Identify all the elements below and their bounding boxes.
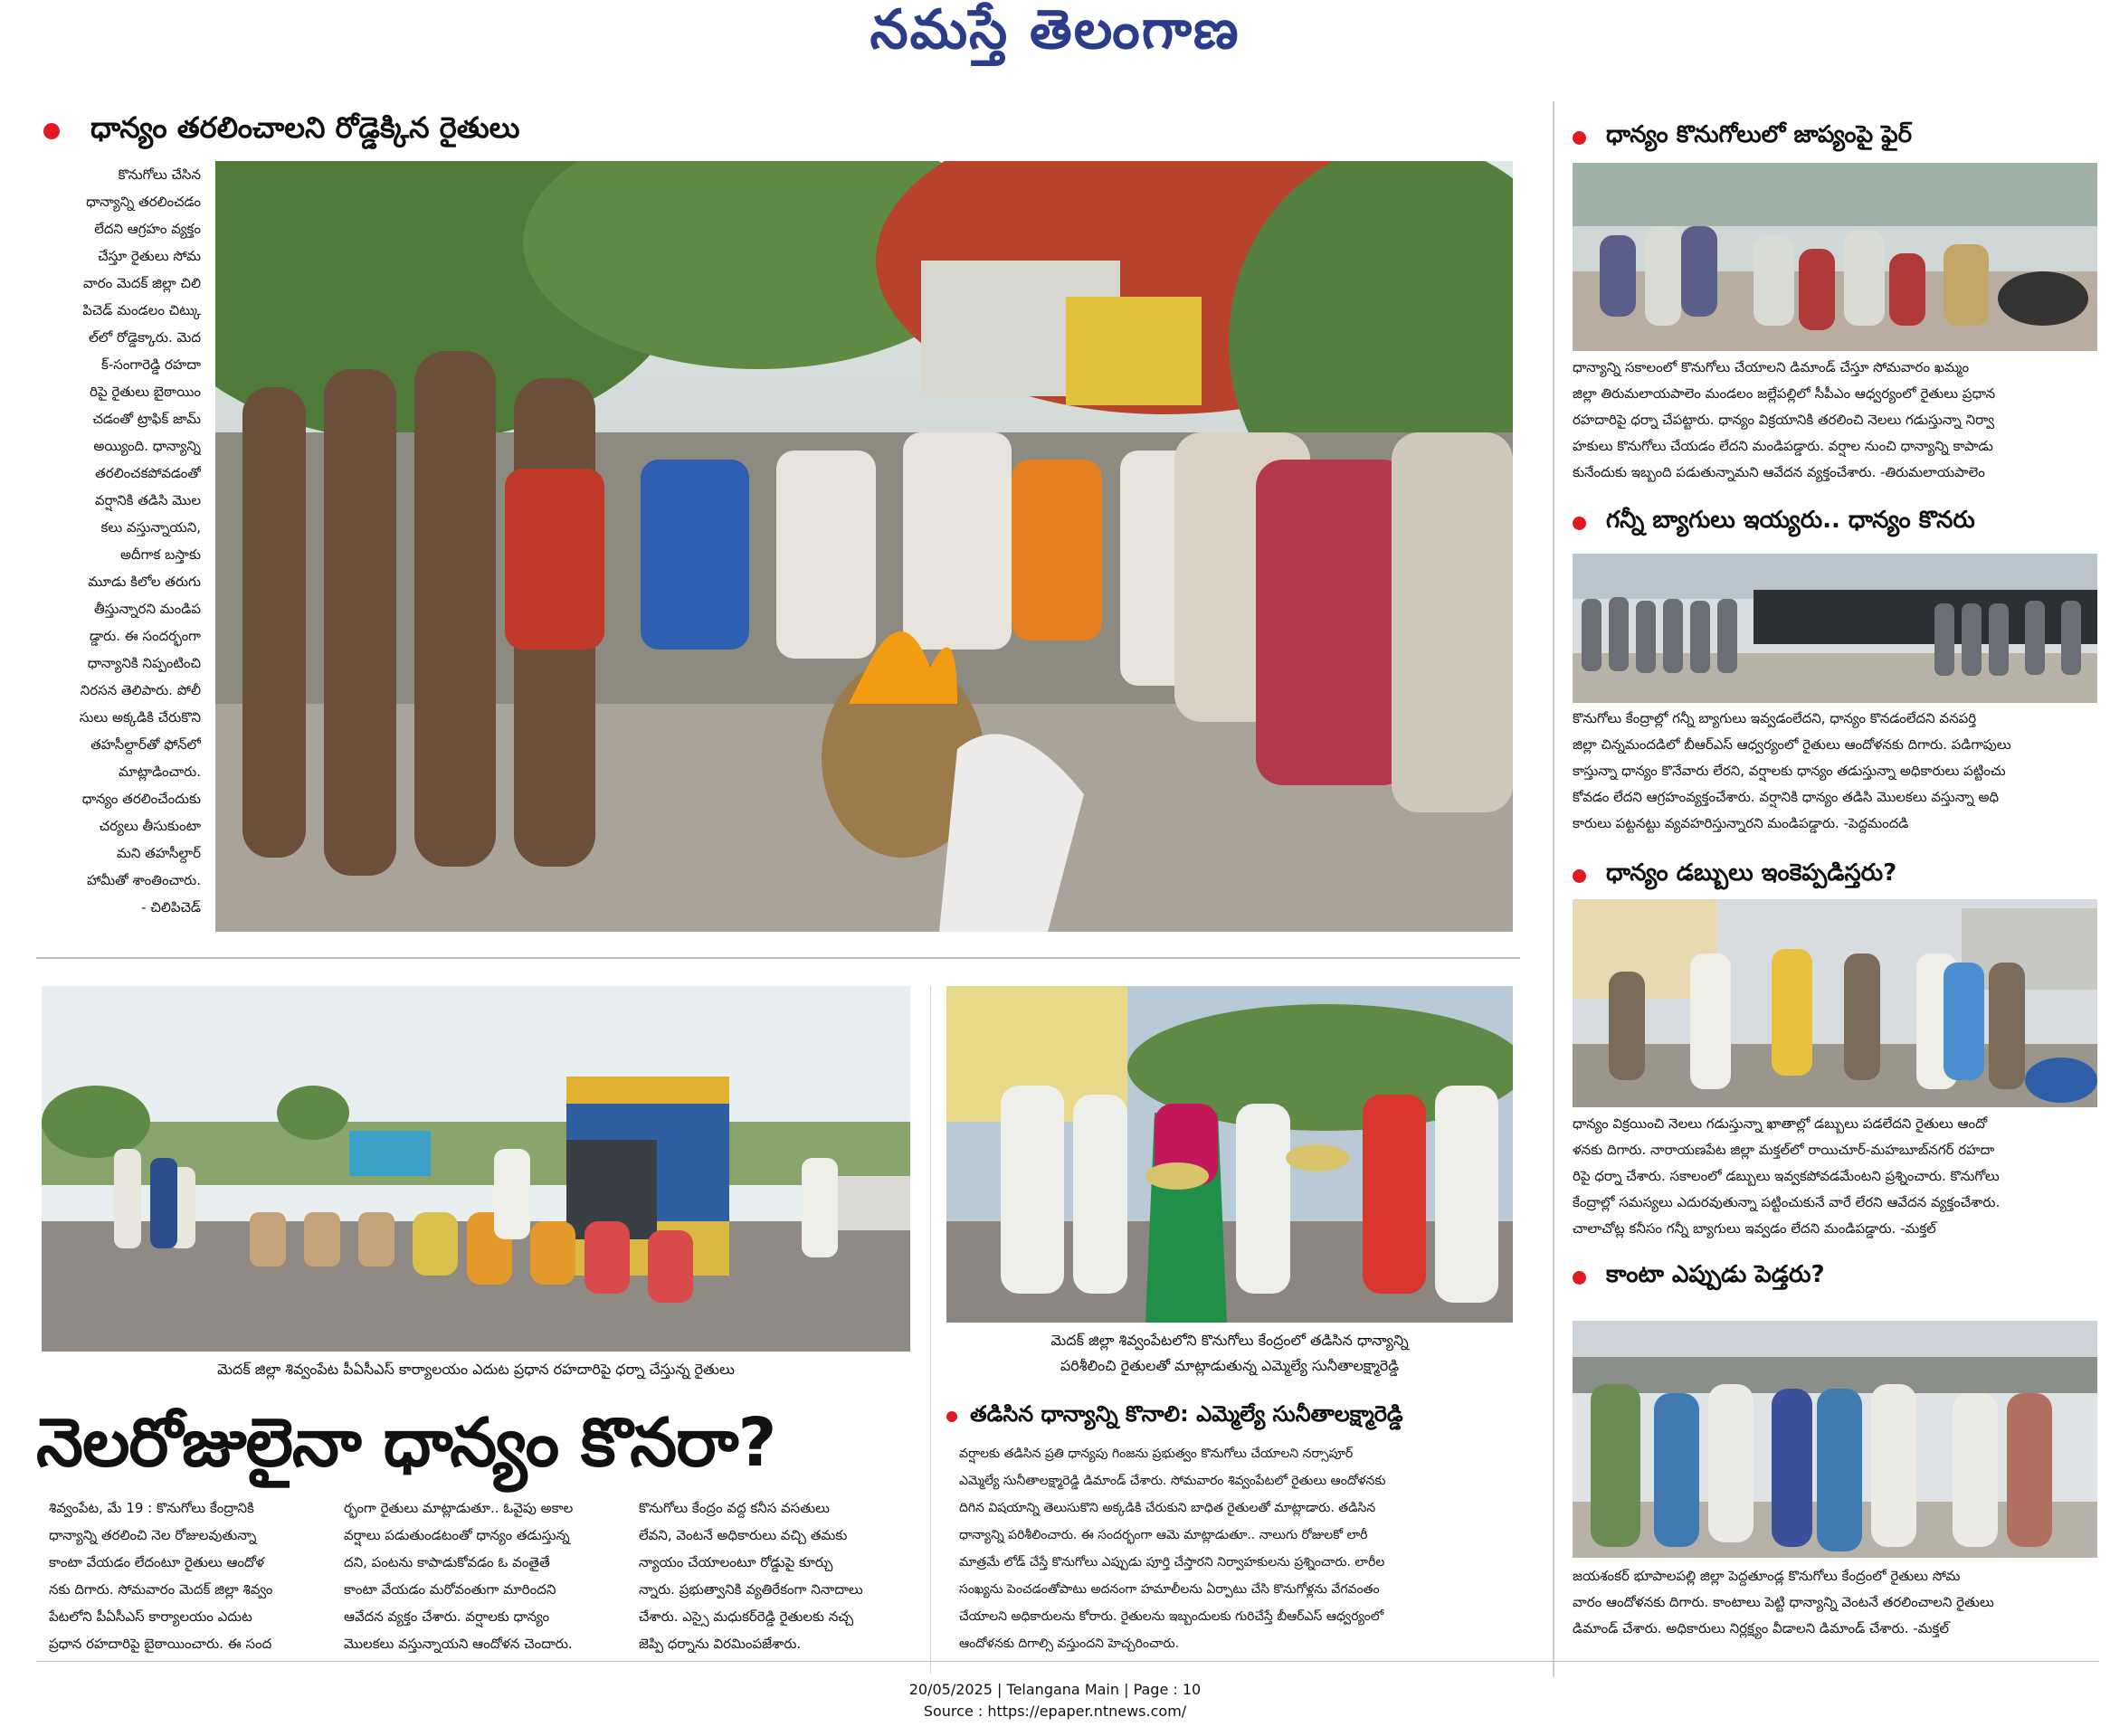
bullet-icon (1573, 869, 1586, 883)
lower-right-photo-caption: మెదక్ జిల్లా శివ్వంపేటలోని కొనుగోలు కేంద్రంలో తడిసిన ధాన్యాన్ని పరిశీలించి రైతులతో మాట్లాడుతున్న ఎమ్మెల్యే సునీతాలక్ష్మారెడ్డి (1050, 1332, 1409, 1374)
right-story-2-photo (1573, 554, 2097, 703)
right-story-4-headline-row (1573, 1257, 2097, 1297)
masthead (0, 0, 2110, 72)
lower-left-col-2: ర్భంగా రైతులు మాట్లాడుతూ.. ఓవైపు అకాల వర్షాలు పడుతుండటంతో ధాన్యం తడుస్తున్న దని, పంటను కాపాడుకోవడం ఓ వంతైతే కాంటా వేయడం మరోవంతుగా మారిందని ఆవేదన వ్యక్తం చేశారు. వర్షాలకు ధాన్యం మొలకలు వస్తున్నాయని ఆందోళన చెందారు. (344, 1500, 574, 1652)
lower-left-photo (42, 986, 910, 1352)
right-story-1-text: ధాన్యాన్ని సకాలంలో కొనుగోలు చేయాలని డిమాండ్ చేస్తూ సోమవారం ఖమ్మం జిల్లా తిరుమలాయపాలెం మండలం జల్లేపల్లిలో సీపీఎం ఆధ్వర్యంలో రైతులు ప్రధాన రహదారిపై ధర్నా చేపట్టారు. ధాన్యం విక్రయానికి తరలించి నెలలు గడుస్తున్నా నిర్వా హకులు కొనుగోలు చేయడం లేదని మండిపడ్డారు. వర్షాల నుంచి ధాన్యాన్ని కాపాడు కునేందుకు ఇబ్బంది పడుతున్నామని ఆవేదన వ్యక్తంచేశారు. -తిరుమలాయపాలెం (1573, 359, 1996, 480)
footer-line-1: 20/05/2025 | Telangana Main | Page : 10 (908, 1681, 1202, 1698)
masthead-title: నమస్తే తెలంగాణ (870, 0, 1240, 62)
lower-right-headline-row (946, 1399, 1513, 1435)
right-story-2-text: కొనుగోలు కేంద్రాల్లో గన్నీ బ్యాగులు ఇవ్వడంలేదని, ధాన్యం కొనడంలేదని వనపర్తి జిల్లా చిన్నమందడిలో బీఆర్‌ఎస్ ఆధ్వర్యంలో రైతులు ఆందోళనకు దిగారు. పడిగాపులు కాస్తున్నా ధాన్యం కొనేవారు లేరని, వర్షాలకు ధాన్యం తడుస్తున్నా అధికారులు పట్టించు కోవడం లేదని ఆగ్రహంవ్యక్తంచేశారు. వర్షానికి ధాన్యం తడిసి మొలకలు వస్తున్నా అధి కారులు పట్టనట్టు వ్యవహరిస్తున్నారని మండిపడ్డారు. -పెద్దమందడి (1573, 710, 2011, 831)
footer-rule (36, 1661, 2099, 1662)
lower-left-col-3: కొనుగోలు కేంద్రం వద్ద కనీస వసతులు లేవని, వెంటనే అధికారులు వచ్చి తమకు న్యాయం చేయాలంటూ రోడ్డుపై కూర్చు న్నారు. ప్రభుత్వానికి వ్యతిరేకంగా నినాదాలు చేశారు. ఎస్సై మధుకర్‌రెడ్డి రైతులకు నచ్చ జెప్పి ధర్నాను విరమింపజేశారు. (639, 1500, 863, 1652)
bullet-icon (1573, 1271, 1586, 1285)
right-story-2-headline: గన్నీ బ్యాగులు ఇయ్యరు.. ధాన్యం కొనరు (1606, 507, 1975, 534)
footer-source: Source : https://epaper.ntnews.com/ (923, 1703, 1187, 1720)
big-headline: నెలరోజులైనా ధాన్యం కొనరా? (36, 1404, 776, 1482)
lower-right-photo (946, 986, 1513, 1323)
bullet-icon (1573, 131, 1586, 145)
main-story-headline-row (43, 109, 1509, 154)
lower-right-text: వర్షాలకు తడిసిన ప్రతి ధాన్యపు గింజను ప్రభుత్వం కొనుగోలు చేయాలని నర్సాపూర్ ఎమ్మెల్యే సునీతాలక్ష్మారెడ్డి డిమాండ్ చేశారు. సోమవారం శివ్వంపేటలో రైతులు ఆందోళనకు దిగిన విషయాన్ని తెలుసుకొని అక్కడికి చేరుకుని బాధిత రైతులతో మాట్లాడారు. తడిసిన ధాన్యాన్ని పరిశీలించారు. ఈ సందర్భంగా ఆమె మాట్లాడుతూ.. నాలుగు రోజులకో లారీ మాత్రమే లోడ్ చేస్తే కొనుగోలు ఎప్పుడు పూర్తి చేస్తారని నిర్వాహకులను ప్రశ్నించారు. లారీల సంఖ్యను పెంచడంతోపాటు అదనంగా హమాలీలను ఏర్పాటు చేసి కొనుగోళ్లను వేగవంతం చేయాలని అధికారులను కోరారు. రైతులను ఇబ్బందులకు గురిచేస్తే బీఆర్‌ఎస్ ఆధ్వర్యంలో ఆందోళనకు దిగాల్సి వస్తుందని హెచ్చరించారు. (959, 1447, 1386, 1651)
lower-right-headline: తడిసిన ధాన్యాన్ని కొనాలి: ఎమ్మెల్యే సునీతాలక్ష్మారెడ్డి (970, 1401, 1403, 1427)
right-story-2-headline-row (1573, 503, 2097, 543)
right-story-4-headline: కాంటా ఎప్పుడు పెడ్తరు? (1606, 1261, 1825, 1288)
main-story-text: కొనుగోలు చేసిన ధాన్యాన్ని తరలించడం లేదని ఆగ్రహం వ్యక్తం చేస్తూ రైతులు సోమ వారం మెదక్ జిల్లా చిలి పిచెడ్ మండలం చిట్కు ల్‌లో రోడ్డెక్కారు. మెద క్-సంగారెడ్డి రహదా రిపై రైతులు బైఠాయిం చడంతో ట్రాఫిక్ జామ్ అయ్యింది. ధాన్యాన్ని తరలించకపోవడంతో వర్షానికి తడిసి మొల కలు వస్తున్నాయని, అదీగాక బస్తాకు మూడు కిలోల తరుగు తీస్తున్నారని మండిప డ్డారు. ఈ సందర్భంగా ధాన్యానికి నిప్పంటించి నిరసన తెలిపారు. పోలీ సులు అక్కడికి చేరుకొని తహసీల్దార్‌తో ఫోన్‌లో మాట్లాడించారు. ధాన్యం తరలించేందుకు చర్యలు తీసుకుంటా మని తహసీల్దార్ హామీతో శాంతించారు. - చిలిపిచెడ్ (79, 166, 201, 915)
right-story-3-text: ధాన్యం విక్రయించి నెలలు గడుస్తున్నా ఖాతాల్లో డబ్బులు పడలేదని రైతులు ఆందో ళనకు దిగారు. నారాయణపేట జిల్లా మక్తల్‌లో రాయిచూర్-మహబూబ్‌నగర్ రహదా రిపై ధర్నా చేశారు. సకాలంలో డబ్బులు ఇవ్వకపోవడమేంటని ప్రశ్నించారు. కొనుగోలు కేంద్రాల్లో సమస్యలు ఎదురవుతున్నా పట్టించుకునే వారే లేరని ఆవేదన వ్యక్తంచేశారు. చాలాచోట్ల కనీసం గన్నీ బ్యాగులు ఇవ్వడం లేదని మండిపడ్డారు. -మక్తల్ (1573, 1115, 2001, 1237)
right-story-3-photo (1573, 899, 2097, 1107)
bullet-icon (43, 123, 60, 139)
right-story-1-headline-row (1573, 118, 2097, 157)
lower-left-photo-caption: మెదక్ జిల్లా శివ్వంపేట పీఏసీఎస్ కార్యాలయం ఎదుట ప్రధాన రహదారిపై ధర్నా చేస్తున్న రైతులు (217, 1361, 735, 1378)
lower-left-col-1: శివ్వంపేట, మే 19 : కొనుగోలు కేంద్రానికి ధాన్యాన్ని తరలించి నెల రోజులవుతున్నా కాంటా వేయడం లేదంటూ రైతులు ఆందోళ నకు దిగారు. సోమవారం మెదక్ జిల్లా శివ్వం పేటలోని పీఏసీఎస్ కార్యాలయం ఎదుట ప్రధాన రహదారిపై బైఠాయించారు. ఈ సంద (49, 1500, 273, 1652)
main-story-headline: ధాన్యం తరలించాలని రోడ్డెక్కిన రైతులు (90, 110, 520, 145)
right-story-3-headline-row (1573, 856, 2097, 896)
column-divider (1553, 101, 1554, 1677)
right-story-4-photo (1573, 1321, 2097, 1558)
right-story-3-headline: ధాన్యం డబ్బులు ఇంకెప్పడిస్తరు? (1606, 859, 1897, 887)
lower-column-divider (930, 986, 931, 1674)
right-story-1-photo (1573, 163, 2097, 351)
bullet-icon (946, 1411, 957, 1422)
bullet-icon (1573, 517, 1586, 530)
right-story-4-text: జయశంకర్ భూపాలపల్లి జిల్లా పెద్దతూండ్ల కొనుగోలు కేంద్రంలో రైతులు సోమ వారం ఆందోళనకు దిగారు. కాంటాలు పెట్టి ధాన్యాన్ని వెంటనే తరలించాలని రైతులు డిమాండ్ చేశారు. అధికారులు నిర్లక్ష్యం వీడాలని డిమాండ్ చేశారు. -మక్తల్ (1573, 1568, 1994, 1636)
right-story-1-headline: ధాన్యం కొనుగోలులో జాప్యంపై ఫైర్ (1606, 121, 1913, 148)
main-story-photo (215, 161, 1513, 932)
section-divider (36, 957, 1520, 959)
